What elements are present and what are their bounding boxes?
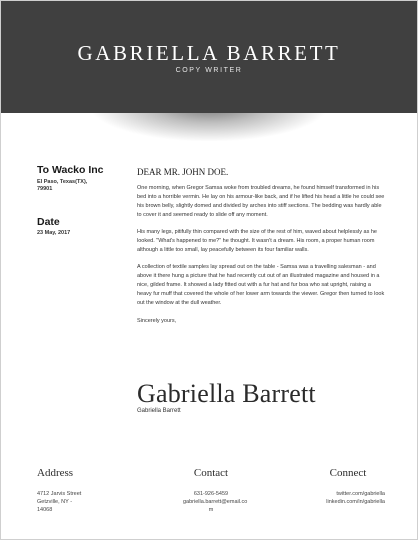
address-line: 4712 Jarvis Street [37,491,82,497]
recipient-address-line1: El Paso, Texas(TX), [37,179,88,185]
paragraph: His many legs, pitifully thin compared with the size of the rest of him, waved about helplessly as he looked. "What's happened to me?" he thought. It wasn't a dream. His room, a proper human room although a little too small, lay peacefully between its four familiar walls. [137,229,377,253]
footer-contact [183,467,248,514]
twitter-link[interactable]: twitter.com/gabriella [336,491,385,497]
address-line: 14068 [37,507,53,513]
salutation: DEAR MR. JOHN DOE. [137,167,229,177]
paragraph: One morning, when Gregor Samsa woke from troubled dreams, he found himself transformed in his bed into a horrible vermin. He lay on his armour-like back, and if he lifted his head a little he could see his brown belly, slightly domed and divided by arches into stiff sections. The bedding was hardly able to cover it and seemed ready to slide off any moment. [137,185,385,218]
letter-body [137,167,385,324]
linkedin-link[interactable]: linkedin.com/in/gabriella [326,499,385,505]
phone-number: 631-926-5459 [193,491,229,497]
recipient-address-line2: 79901 [37,186,53,192]
header-banner [1,1,417,113]
address-line: Getzville, NY - [37,499,73,505]
paragraph: A collection of textile samples lay spread out on the table - Samsa was a travelling salesman - and above it there hung a picture that he had recently cut out of an illustrated magazine and housed in a nice, gilded frame. It showed a lady fitted out with a fur hat and fur boa who sat upright, raising a heavy fur muff that covered the whole of her lower arm towards the viewer. Gregor then turned to look out the window at the dull weather. [137,264,385,306]
author-role: COPY WRITER [175,67,243,74]
author-name: GABRIELLA BARRETT [77,41,341,65]
recipient-name: To Wacko Inc [37,164,104,176]
signature: Gabriella Barrett [137,379,316,408]
footer-connect [311,467,385,506]
closing: Sincerely yours, [137,318,177,324]
date-label: Date [37,216,60,228]
recipient-address [37,179,113,193]
footer-address [37,467,117,514]
address-heading: Address [37,467,74,479]
email-link[interactable]: gabriella.barrett@email.co [183,499,248,505]
recipient-block [37,165,113,236]
signature-name: Gabriella Barrett [137,408,181,414]
date-value: 23 May, 2017 [37,230,71,236]
email-link-continued[interactable]: m [208,507,214,513]
contact-heading: Contact [193,467,229,479]
connect-heading: Connect [329,467,367,479]
